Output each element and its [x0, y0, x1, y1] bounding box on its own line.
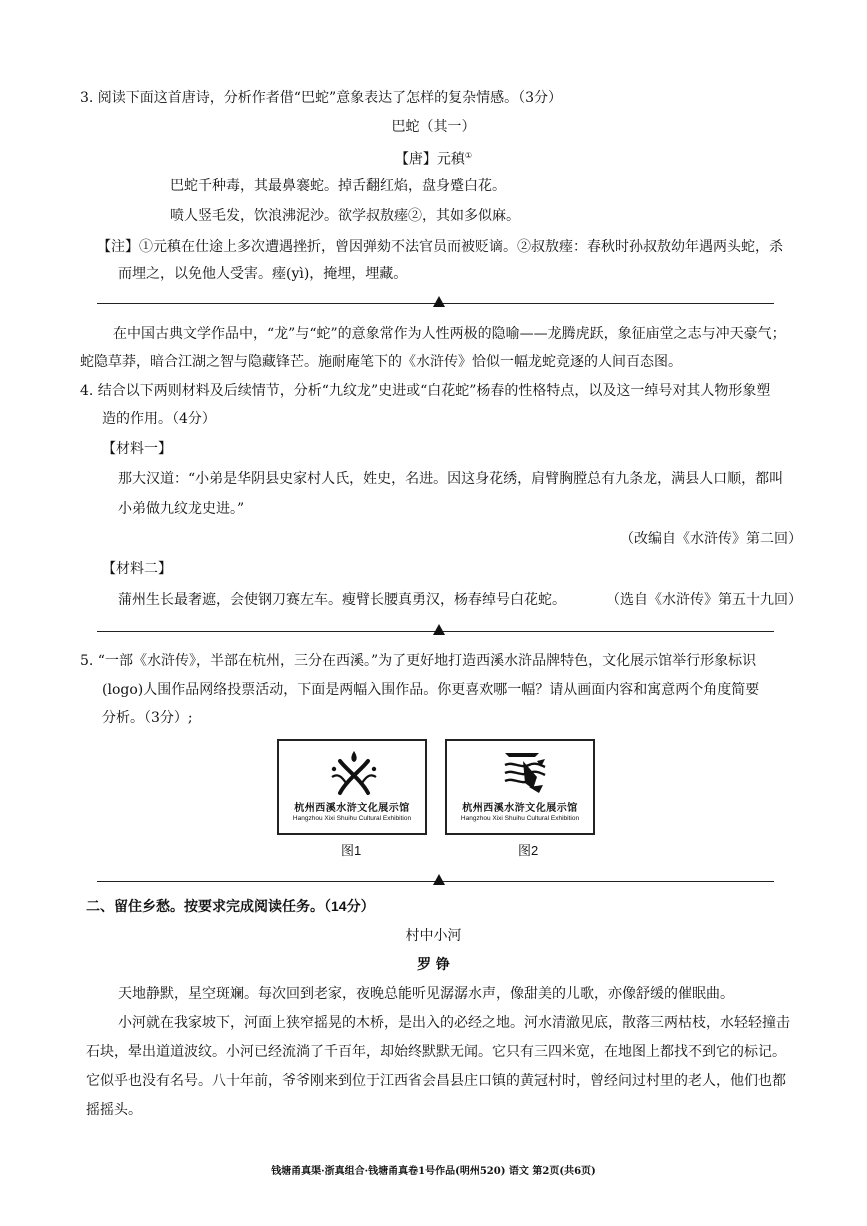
- material-1-line-1: 那大汉道：“小弟是华阴县史家村人氏，姓史，名进。因这身花绣，肩臂胸膛总有九条龙，满县人口顺，都叫: [118, 471, 784, 487]
- logo-1-english-name: Hangzhou Xixi Shuihu Cultural Exhibition: [292, 815, 412, 822]
- logo-figure-1: [277, 739, 427, 835]
- poem-line-2: 喷人竖毛发，饮浪沸泥沙。欲学叔敖瘗②，其如多似麻。: [170, 208, 520, 224]
- triangle-marker-icon: [433, 874, 445, 885]
- material-2-source: （选自《水浒传》第五十九回）: [606, 592, 802, 608]
- q5-stem-line-3: 分析。（3分）;: [102, 710, 193, 726]
- poem-note-line-1: 【注】①元稹在仕途上多次遭遇挫折，曾因弹劾不法官员而被贬谪。②叔敖瘗：春秋时孙叔敖幼年遇两头蛇，杀: [97, 239, 783, 255]
- article-author: 罗 铮: [417, 957, 450, 973]
- logo-1-chinese-name: 杭州西溪水浒文化展示馆: [294, 803, 410, 814]
- material-1-source: （改编自《水浒传》第二回）: [620, 531, 802, 547]
- logo-1-emblem-icon: [324, 747, 384, 797]
- paragraph-2-line-1: 小河就在我家坡下，河面上狭窄摇晃的木桥，是出入的必经之地。河水清澈见底，散落三两枯枝，水轻轻撞击: [118, 1015, 790, 1031]
- triangle-marker-icon: [433, 624, 445, 635]
- poem-title: 巴蛇（其一）: [391, 118, 476, 134]
- section-2-heading: 二、留住乡愁。按要求完成阅读任务。（14分）: [86, 898, 375, 914]
- logo-2-emblem-icon: [499, 747, 549, 795]
- material-1-line-2: 小弟做九纹龙史进。”: [118, 501, 245, 517]
- paragraph-2-line-3: 它似乎也没有名号。八十年前，爷爷刚来到位于江西省会昌县庄口镇的黄冠村时，曾经问过村里的老人，他们也都: [86, 1073, 786, 1089]
- figure-2-caption: 图2: [518, 843, 539, 858]
- paragraph-1: 天地静默，星空斑斓。每次回到老家，夜晚总能听见潺潺水声，像甜美的儿歌，亦像舒缓的催眠曲。: [118, 986, 734, 1002]
- article-title: 村中小河: [405, 927, 462, 943]
- material-2-line: 蒲州生长最奢遮，会使钢刀赛左车。瘦臂长腰真勇汉，杨春绰号白花蛇。: [118, 592, 566, 608]
- q4-stem-line-2: 造的作用。（4分）: [102, 411, 216, 427]
- paragraph-2-line-2: 石块，晕出道道波纹。小河已经流淌了千百年，却始终默默无闻。它只有三四米宽，在地图上都找不到它的标记。: [86, 1044, 786, 1060]
- logo-2-chinese-name: 杭州西溪水浒文化展示馆: [462, 803, 578, 814]
- q5-stem-line-2: (logo)人围作品网络投票活动，下面是两幅入围作品。你更喜欢哪一幅？请从画面内容和寓意两个角度简要: [102, 682, 760, 698]
- intro-line-1: 在中国古典文学作品中，“龙”与“蛇”的意象常作为人性两极的隐喻——龙腾虎跃，象征庙堂之志与冲天豪气；: [113, 326, 786, 342]
- intro-line-2: 蛇隐草莽，暗合江湖之智与隐藏锋芒。施耐庵笔下的《水浒传》恰似一幅龙蛇竞逐的人间百态图。: [80, 354, 682, 370]
- q3-stem: 3. 阅读下面这首唐诗，分析作者借“巴蛇”意象表达了怎样的复杂情感。（3分）: [80, 90, 563, 106]
- page-footer: 钱塘甬真渠·浙真组合·钱塘甬真卷1号作品(明州520) 语文 第2页(共6页): [271, 1166, 596, 1177]
- logo-figure-2: [445, 739, 595, 835]
- material-2-title: 【材料二】: [102, 561, 172, 577]
- q4-stem-line-1: 4. 结合以下两则材料及后续情节，分析“九纹龙”史进或“白花蛇”杨春的性格特点，以及这一绰号对其人物形象塑: [80, 383, 771, 399]
- q5-stem-line-1: 5. “一部《水浒传》，半部在杭州，三分在西溪。”为了更好地打造西溪水浒品牌特色，文化展示馆举行形象标识: [80, 653, 757, 669]
- poem-author: 【唐】元稹①: [394, 151, 473, 168]
- poem-note-line-2: 而埋之，以免他人受害。瘗(yì)，掩埋，埋藏。: [118, 266, 408, 282]
- logo-2-english-name: Hangzhou Xixi Shuihu Cultural Exhibition: [460, 815, 580, 822]
- poem-line-1: 巴蛇千种毒，其最鼻褰蛇。掉舌翻红焰，盘身蹙白花。: [170, 178, 506, 194]
- figure-1-caption: 图1: [341, 843, 362, 858]
- paragraph-2-line-4: 摇摇头。: [86, 1102, 142, 1118]
- triangle-marker-icon: [433, 296, 445, 307]
- material-1-title: 【材料一】: [102, 441, 172, 457]
